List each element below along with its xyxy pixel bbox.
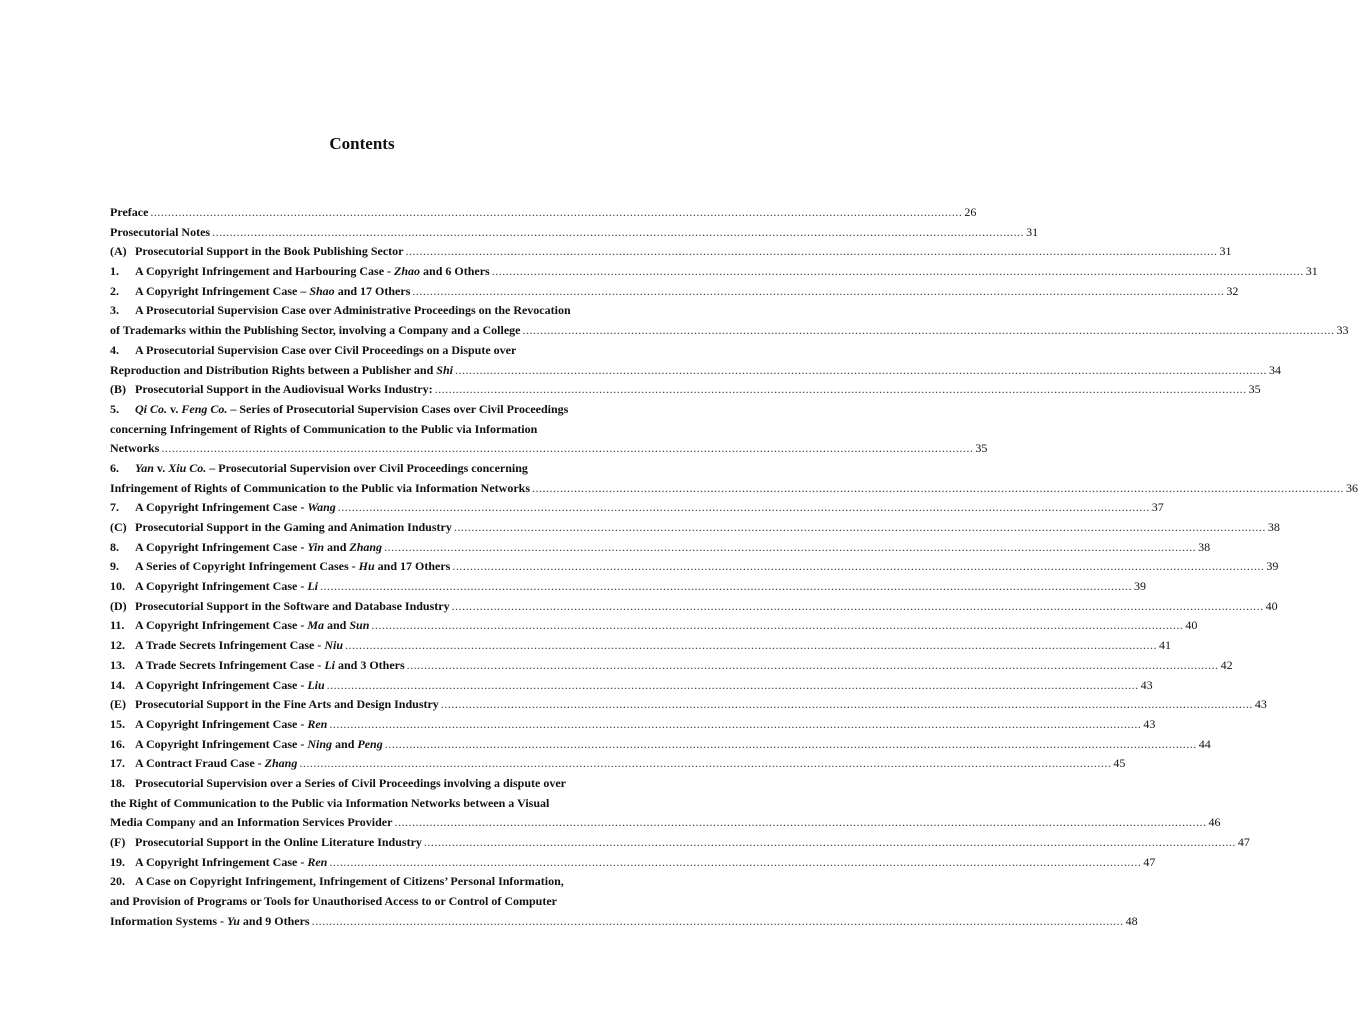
toc-page-number: 39 xyxy=(1134,579,1146,594)
toc-entry-line[interactable] xyxy=(110,341,643,361)
toc-entry-number: 19. xyxy=(110,854,125,869)
toc-entry-number: 20. xyxy=(110,874,125,889)
toc-entry-line[interactable] xyxy=(110,833,1250,853)
toc-page-number: 42 xyxy=(1220,657,1233,672)
toc-entry-number: 16. xyxy=(110,736,125,751)
table-of-contents xyxy=(110,203,1358,931)
toc-entry-line[interactable] xyxy=(110,912,1138,932)
toc-entry-line[interactable] xyxy=(110,321,1349,341)
toc-entry-title: Preface xyxy=(110,205,149,219)
toc-entry-title: A Prosecutorial Supervision Case over Civil Proceedings on a Dispute over xyxy=(135,342,517,357)
toc-page-number: 31 xyxy=(1305,264,1318,279)
toc-entry-title: A Prosecutorial Supervision Case over Administrative Proceedings on the Revocation xyxy=(135,303,571,318)
toc-entry-number: (E) xyxy=(110,697,126,712)
toc-entry-title: Networks xyxy=(110,441,160,456)
dot-leader xyxy=(455,361,1267,381)
toc-page-number: 26 xyxy=(964,205,977,219)
toc-entry-title: the Right of Communication to the Public via Information Networks between a Visual xyxy=(110,795,550,810)
toc-entry-line[interactable] xyxy=(110,538,1211,558)
toc-entry-line[interactable] xyxy=(110,262,1318,282)
toc-page-number: 36 xyxy=(1345,480,1358,495)
toc-entry-number: 6. xyxy=(110,460,119,475)
toc-entry-line[interactable] xyxy=(110,853,1156,873)
dot-leader xyxy=(452,597,1264,617)
dot-leader xyxy=(412,282,1224,302)
toc-entry-line[interactable] xyxy=(110,380,1261,400)
toc-entry-number: (A) xyxy=(110,244,127,259)
toc-page-number: 39 xyxy=(1266,559,1279,574)
toc-entry-number: 17. xyxy=(110,756,125,771)
toc-page-number: 38 xyxy=(1267,520,1280,534)
toc-entry-line[interactable] xyxy=(110,813,1221,833)
toc-entry-title: A Copyright Infringement Case - Ren xyxy=(135,716,328,731)
toc-entry-title: Yan v. Xiu Co. – Prosecutorial Supervision over Civil Proceedings concerning xyxy=(135,460,528,475)
toc-entry-line[interactable] xyxy=(110,223,1039,243)
dot-leader xyxy=(523,321,1335,341)
toc-entry-line[interactable] xyxy=(110,735,1211,755)
toc-entry-line[interactable] xyxy=(110,400,643,420)
dot-leader xyxy=(452,557,1264,577)
dot-leader xyxy=(327,676,1139,696)
toc-entry-title: Prosecutorial Support in the Software and Database Industry xyxy=(135,598,450,613)
toc-page-number: 35 xyxy=(1248,382,1261,397)
toc-entry-line[interactable] xyxy=(110,577,1146,597)
toc-entry-number: (D) xyxy=(110,598,127,613)
toc-entry-title: Prosecutorial Support in the Fine Arts and Design Industry xyxy=(135,697,439,712)
toc-page-number: 33 xyxy=(1336,323,1349,338)
dot-leader xyxy=(338,498,1150,518)
toc-entry-line[interactable] xyxy=(110,676,1153,696)
dot-leader xyxy=(371,616,1183,636)
toc-page-number: 43 xyxy=(1140,677,1153,692)
toc-entry-title: Prosecutorial Supervision over a Series of Civil Proceedings involving a dispute over xyxy=(135,775,566,790)
toc-entry-line[interactable] xyxy=(110,361,1281,381)
toc-entry-title: Prosecutorial Support in the Book Publishing Sector xyxy=(135,244,404,259)
toc-entry-line[interactable] xyxy=(110,498,1164,518)
toc-entry-line[interactable] xyxy=(110,892,643,912)
dot-leader xyxy=(312,912,1124,932)
toc-page-number: 47 xyxy=(1143,854,1156,869)
toc-entry-number: 8. xyxy=(110,539,119,554)
dot-leader xyxy=(492,262,1304,282)
toc-page-number: 35 xyxy=(975,441,988,456)
toc-entry-number: 13. xyxy=(110,657,125,672)
toc-entry-number: (F) xyxy=(110,835,126,849)
toc-entry-line[interactable] xyxy=(110,636,1171,656)
toc-entry-title: A Series of Copyright Infringement Cases - Hu and 17 Others xyxy=(135,559,451,574)
toc-entry-title: Prosecutorial Notes xyxy=(110,224,211,239)
toc-entry-number: 5. xyxy=(110,401,119,416)
toc-entry-number: 3. xyxy=(110,303,119,318)
toc-page-number: 43 xyxy=(1143,716,1156,731)
toc-entry-title: Qi Co. v. Feng Co. – Series of Prosecutorial Supervision Cases over Civil Proceedings xyxy=(135,401,569,416)
toc-entry-number: 7. xyxy=(110,500,119,515)
toc-entry-title: A Copyright Infringement Case - Wang xyxy=(135,500,336,515)
dot-leader xyxy=(385,735,1197,755)
toc-entry-line[interactable] xyxy=(110,557,1279,577)
dot-leader xyxy=(345,636,1157,656)
toc-page-number: 32 xyxy=(1226,283,1239,298)
toc-entry-title: of Trademarks within the Publishing Sector, involving a Company and a College xyxy=(110,323,521,338)
toc-entry-title: A Copyright Infringement Case - Liu xyxy=(135,677,325,692)
toc-entry-line[interactable] xyxy=(110,794,643,814)
toc-entry-number: 18. xyxy=(110,775,125,790)
toc-entry-number: (C) xyxy=(110,520,127,534)
toc-entry-title: concerning Infringement of Rights of Communication to the Public via Information xyxy=(110,421,538,436)
dot-leader xyxy=(299,754,1111,774)
toc-page-number: 45 xyxy=(1113,756,1126,771)
toc-entry-title: A Copyright Infringement Case - Ning and Peng xyxy=(135,736,383,751)
toc-entry-title: A Trade Secrets Infringement Case - Li and 3 Others xyxy=(135,657,405,672)
toc-entry-line[interactable] xyxy=(110,203,977,223)
toc-entry-title: A Copyright Infringement Case - Li xyxy=(135,579,318,594)
toc-page-number: 48 xyxy=(1125,913,1138,928)
toc-entry-title: A Copyright Infringement and Harbouring Case - Zhao and 6 Others xyxy=(135,264,490,279)
dot-leader xyxy=(320,577,1132,597)
dot-leader xyxy=(405,242,1217,262)
toc-page-number: 34 xyxy=(1268,362,1281,377)
toc-page-number: 40 xyxy=(1185,618,1198,633)
toc-entry-line[interactable] xyxy=(110,439,988,459)
toc-entry-title: Prosecutorial Support in the Gaming and Animation Industry xyxy=(135,520,452,534)
toc-entry-title: A Copyright Infringement Case - Ren xyxy=(135,854,328,869)
toc-entry-line[interactable] xyxy=(110,459,643,479)
toc-page-number: 37 xyxy=(1151,500,1164,515)
dot-leader xyxy=(384,538,1196,558)
toc-entry-line[interactable] xyxy=(110,872,643,892)
toc-entry-title: A Case on Copyright Infringement, Infringement of Citizens’ Personal Information, xyxy=(135,874,564,889)
toc-entry-number: 10. xyxy=(110,579,125,594)
toc-entry-title: A Contract Fraud Case - Zhang xyxy=(135,756,298,771)
toc-entry-title: Reproduction and Distribution Rights between a Publisher and Shi xyxy=(110,362,453,377)
toc-entry-title: Infringement of Rights of Communication to the Public via Information Networks xyxy=(110,480,530,495)
toc-entry-line[interactable] xyxy=(110,754,1126,774)
toc-entry-number: 15. xyxy=(110,716,125,731)
toc-entry-number: 4. xyxy=(110,342,119,357)
toc-entry-title: Prosecutorial Support in the Audiovisual Works Industry: xyxy=(135,382,433,397)
toc-entry-number: 11. xyxy=(110,618,125,633)
toc-entry-number: 2. xyxy=(110,283,119,298)
toc-entry-line[interactable] xyxy=(110,656,1233,676)
toc-entry-title: and Provision of Programs or Tools for Unauthorised Access to or Control of Computer xyxy=(110,894,558,909)
toc-entry-line[interactable] xyxy=(110,518,1280,538)
dot-leader xyxy=(435,380,1247,400)
toc-page-number: 47 xyxy=(1237,835,1250,849)
dot-leader xyxy=(329,853,1141,873)
toc-entry-title: A Copyright Infringement Case - Yin and Zhang xyxy=(135,539,383,554)
toc-entry-number: 9. xyxy=(110,559,119,574)
toc-entry-title: Information Systems - Yu and 9 Others xyxy=(110,913,310,928)
dot-leader xyxy=(329,715,1141,735)
toc-entry-line[interactable] xyxy=(110,301,643,321)
toc-page-number: 41 xyxy=(1159,638,1171,653)
toc-entry-line[interactable] xyxy=(110,597,1278,617)
toc-page-number: 43 xyxy=(1254,697,1267,712)
toc-entry-line[interactable] xyxy=(110,715,1156,735)
toc-entry-title: A Trade Secrets Infringement Case - Niu xyxy=(135,638,343,653)
toc-entry-number: 1. xyxy=(110,264,119,279)
toc-entry-number: 14. xyxy=(110,677,125,692)
toc-page-number: 38 xyxy=(1198,539,1211,554)
toc-entry-line[interactable] xyxy=(110,695,1267,715)
toc-entry-line[interactable] xyxy=(110,282,1239,302)
toc-entry-line[interactable] xyxy=(110,774,643,794)
dot-leader xyxy=(150,203,962,223)
toc-page-number: 44 xyxy=(1198,736,1211,751)
toc-entry-title: Media Company and an Information Services Provider xyxy=(110,815,393,830)
dot-leader xyxy=(161,439,973,459)
toc-entry-line[interactable] xyxy=(110,420,643,440)
toc-entry-number: 12. xyxy=(110,638,125,653)
toc-entry-line[interactable] xyxy=(110,479,1358,499)
page-title: Contents xyxy=(329,134,395,153)
dot-leader xyxy=(441,695,1253,715)
dot-leader xyxy=(394,813,1206,833)
toc-page-number: 31 xyxy=(1026,224,1039,239)
dot-leader xyxy=(407,656,1219,676)
toc-entry-title: A Copyright Infringement Case – Shao and 17 Others xyxy=(135,283,411,298)
dot-leader xyxy=(424,833,1236,853)
toc-entry-title: Prosecutorial Support in the Online Literature Industry xyxy=(135,835,422,849)
toc-entry-number: (B) xyxy=(110,382,126,397)
toc-entry-line[interactable] xyxy=(110,242,1232,262)
toc-page-number: 46 xyxy=(1208,815,1221,830)
toc-page-number: 40 xyxy=(1265,598,1278,613)
dot-leader xyxy=(454,518,1266,538)
toc-page-number: 31 xyxy=(1219,244,1232,259)
dot-leader xyxy=(212,223,1024,243)
toc-entry-title: A Copyright Infringement Case - Ma and Sun xyxy=(135,618,370,633)
dot-leader xyxy=(532,479,1344,499)
toc-entry-line[interactable] xyxy=(110,616,1198,636)
